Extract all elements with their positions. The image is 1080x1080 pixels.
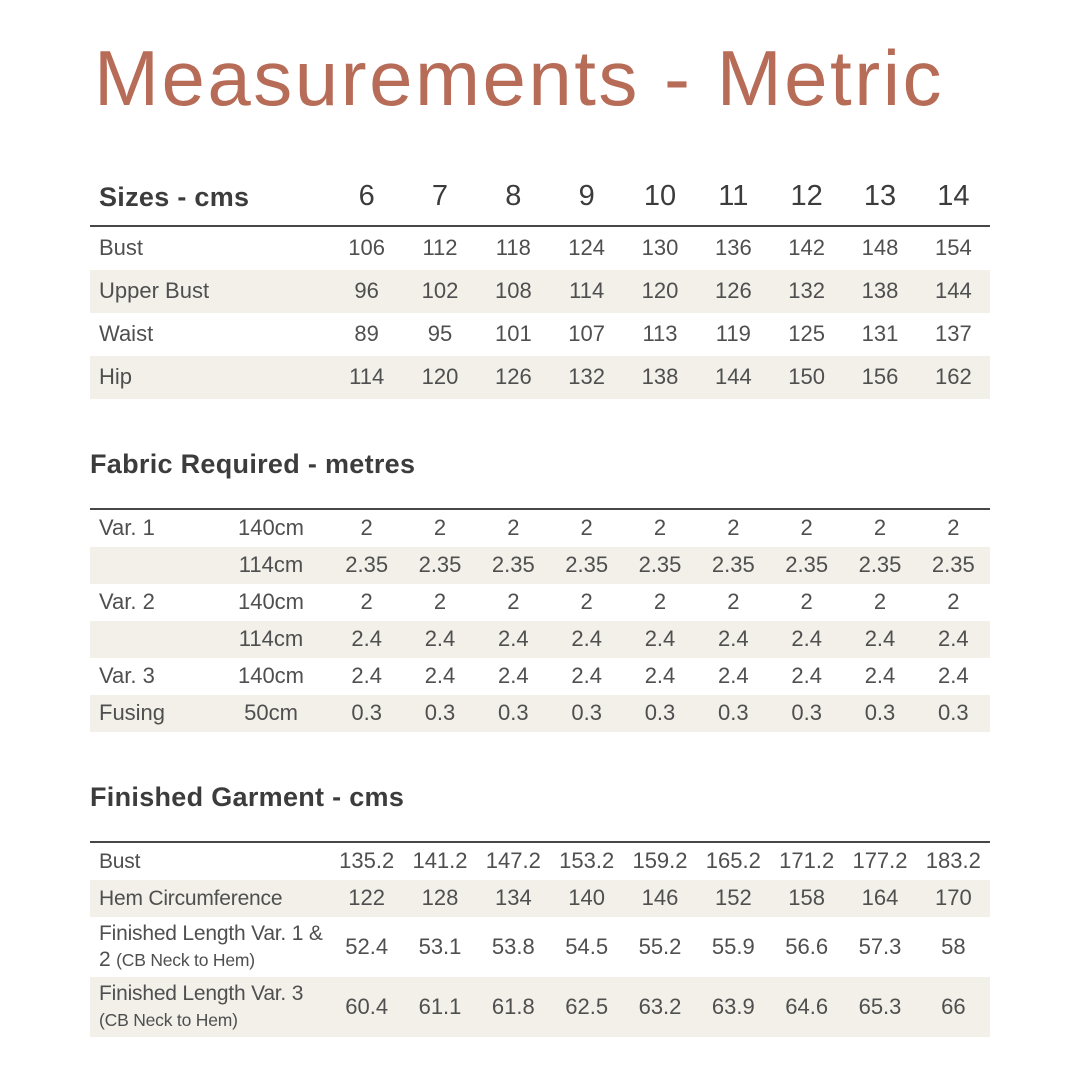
value-cell: 66 xyxy=(941,993,966,1019)
value-cell: 150 xyxy=(788,364,826,390)
table-row xyxy=(90,313,990,356)
row-label: Fusing xyxy=(99,700,166,726)
value-cell: 63.9 xyxy=(711,993,755,1019)
value-cell: 165.2 xyxy=(705,848,761,874)
value-cell: 124 xyxy=(568,235,606,261)
table-row xyxy=(90,917,990,977)
measurement-chart xyxy=(90,0,990,1037)
value-cell: 153.2 xyxy=(559,848,615,874)
value-cell: 106 xyxy=(348,235,386,261)
value-cell: 2.4 xyxy=(718,663,749,689)
value-cell: 2.4 xyxy=(424,626,456,652)
value-cell: 52.4 xyxy=(345,933,389,959)
value-cell: 2.35 xyxy=(491,552,535,578)
table-row xyxy=(90,658,990,695)
value-cell: 126 xyxy=(714,278,752,304)
value-cell: 108 xyxy=(494,278,532,304)
value-cell: 2.4 xyxy=(644,626,676,652)
fabric-width-cell: 140cm xyxy=(237,663,305,689)
sizes-table-rows xyxy=(90,227,990,399)
value-cell: 2.4 xyxy=(791,663,822,689)
value-cell: 148 xyxy=(861,235,899,261)
table-row xyxy=(90,621,990,658)
value-cell: 131 xyxy=(861,321,899,347)
row-label-main: Bust xyxy=(99,849,141,873)
value-cell: 125 xyxy=(788,321,826,347)
fabric-width-cell: 50cm xyxy=(244,700,298,726)
table-row xyxy=(90,227,990,270)
table-row xyxy=(90,977,990,1037)
value-cell: 56.6 xyxy=(785,933,829,959)
value-cell: 138 xyxy=(641,364,679,390)
value-cell: 2 xyxy=(947,589,960,615)
row-label: Var. 3 xyxy=(99,663,155,689)
value-cell: 53.8 xyxy=(491,933,535,959)
size-column-header: 6 xyxy=(358,179,375,212)
value-cell: 2.35 xyxy=(858,552,902,578)
value-cell: 2 xyxy=(507,589,520,615)
value-cell: 2 xyxy=(727,589,740,615)
value-cell: 2.35 xyxy=(345,552,389,578)
value-cell: 164 xyxy=(861,885,899,911)
value-cell: 2 xyxy=(507,515,520,541)
value-cell: 122 xyxy=(348,885,386,911)
value-cell: 2.35 xyxy=(711,552,755,578)
table-row xyxy=(90,880,990,917)
value-cell: 2.4 xyxy=(938,663,969,689)
value-cell: 2.4 xyxy=(351,626,382,652)
size-column-header: 9 xyxy=(578,179,595,212)
value-cell: 135.2 xyxy=(339,848,395,874)
value-cell: 132 xyxy=(788,278,826,304)
value-cell: 2 xyxy=(433,515,447,541)
row-label-main: Finished Length Var. 1 & 2 xyxy=(99,922,323,971)
row-label: Upper Bust xyxy=(99,278,210,304)
value-cell: 2.4 xyxy=(864,626,896,652)
value-cell: 0.3 xyxy=(791,700,822,726)
value-cell: 2 xyxy=(873,589,887,615)
fabric-width-cell: 140cm xyxy=(237,515,305,541)
table-row xyxy=(90,510,990,547)
size-column-header: 11 xyxy=(718,179,749,212)
value-cell: 61.8 xyxy=(491,993,535,1019)
value-cell: 2 xyxy=(360,589,373,615)
value-cell: 2.35 xyxy=(418,552,462,578)
value-cell: 95 xyxy=(427,321,453,347)
value-cell: 2.4 xyxy=(424,663,456,689)
value-cell: 2 xyxy=(433,589,447,615)
value-cell: 2.35 xyxy=(638,552,682,578)
value-cell: 128 xyxy=(421,885,459,911)
value-cell: 0.3 xyxy=(644,700,676,726)
value-cell: 118 xyxy=(495,235,531,261)
value-cell: 162 xyxy=(934,364,972,390)
value-cell: 65.3 xyxy=(858,993,902,1019)
sizes-header-label: Sizes - cms xyxy=(99,181,250,212)
value-cell: 156 xyxy=(861,364,899,390)
fabric-table xyxy=(90,508,990,732)
value-cell: 2 xyxy=(873,515,887,541)
value-cell: 0.3 xyxy=(571,700,602,726)
size-column-header: 12 xyxy=(790,179,823,212)
row-label xyxy=(90,886,330,912)
value-cell: 60.4 xyxy=(345,993,389,1019)
value-cell: 2 xyxy=(727,515,740,541)
value-cell: 126 xyxy=(494,364,532,390)
fabric-table-rows xyxy=(90,510,990,732)
table-row xyxy=(90,695,990,732)
finished-table-rows xyxy=(90,843,990,1037)
value-cell: 152 xyxy=(714,885,752,911)
value-cell: 2.4 xyxy=(571,663,602,689)
value-cell: 2 xyxy=(360,515,373,541)
value-cell: 2.4 xyxy=(571,626,602,652)
value-cell: 114 xyxy=(569,278,605,304)
value-cell: 2 xyxy=(800,589,813,615)
row-label-sub: (CB Neck to Hem) xyxy=(99,1009,238,1030)
value-cell: 57.3 xyxy=(858,933,902,959)
value-cell: 134 xyxy=(494,885,532,911)
fabric-width-cell: 140cm xyxy=(237,589,305,615)
value-cell: 2.4 xyxy=(498,663,529,689)
value-cell: 2 xyxy=(653,589,667,615)
value-cell: 2 xyxy=(580,589,593,615)
row-label xyxy=(90,921,330,972)
value-cell: 107 xyxy=(568,321,606,347)
size-column-header: 7 xyxy=(431,179,449,212)
value-cell: 61.1 xyxy=(418,993,462,1019)
table-row xyxy=(90,270,990,313)
fabric-section-title: Fabric Required - metres xyxy=(90,448,416,479)
size-column-header: 14 xyxy=(937,179,970,212)
value-cell: 0.3 xyxy=(938,700,969,726)
value-cell: 113 xyxy=(642,321,678,347)
value-cell: 183.2 xyxy=(925,848,981,874)
row-label: Bust xyxy=(99,235,144,261)
value-cell: 158 xyxy=(788,885,826,911)
sizes-table-header xyxy=(90,180,990,225)
fabric-width-cell: 114cm xyxy=(238,552,304,578)
value-cell: 137 xyxy=(934,321,972,347)
value-cell: 2 xyxy=(800,515,813,541)
size-column-header: 8 xyxy=(505,179,522,212)
size-column-header: 10 xyxy=(643,179,677,212)
fabric-width-cell: 114cm xyxy=(238,626,304,652)
value-cell: 55.2 xyxy=(638,933,682,959)
row-label-sub: (CB Neck to Hem) xyxy=(116,949,255,970)
value-cell: 138 xyxy=(861,278,899,304)
value-cell: 120 xyxy=(421,364,459,390)
value-cell: 58 xyxy=(941,933,966,959)
value-cell: 132 xyxy=(568,364,606,390)
value-cell: 55.9 xyxy=(711,933,755,959)
value-cell: 89 xyxy=(354,321,379,347)
value-cell: 2 xyxy=(653,515,667,541)
value-cell: 0.3 xyxy=(351,700,382,726)
value-cell: 136 xyxy=(714,235,752,261)
row-label-main: Hem Circumference xyxy=(99,886,283,910)
value-cell: 0.3 xyxy=(424,700,456,726)
row-label: Hip xyxy=(99,364,133,390)
value-cell: 2.35 xyxy=(785,552,829,578)
sizes-table xyxy=(90,225,990,399)
page-title: Measurements - Metric xyxy=(94,34,945,122)
value-cell: 2.4 xyxy=(864,663,896,689)
value-cell: 64.6 xyxy=(785,993,829,1019)
finished-garment-table xyxy=(90,841,990,1037)
row-label: Var. 2 xyxy=(99,589,155,615)
value-cell: 2.4 xyxy=(644,663,676,689)
value-cell: 171.2 xyxy=(779,848,835,874)
value-cell: 159.2 xyxy=(632,848,688,874)
value-cell: 63.2 xyxy=(638,993,682,1019)
value-cell: 53.1 xyxy=(418,933,462,959)
value-cell: 2 xyxy=(580,515,593,541)
value-cell: 140 xyxy=(568,885,606,911)
value-cell: 54.5 xyxy=(565,933,609,959)
value-cell: 2.4 xyxy=(718,626,749,652)
finished-section-title: Finished Garment - cms xyxy=(90,781,405,812)
value-cell: 101 xyxy=(494,321,532,347)
value-cell: 144 xyxy=(714,364,752,390)
value-cell: 0.3 xyxy=(498,700,529,726)
value-cell: 0.3 xyxy=(718,700,749,726)
value-cell: 0.3 xyxy=(864,700,896,726)
value-cell: 2.35 xyxy=(931,552,975,578)
value-cell: 2.4 xyxy=(791,626,822,652)
value-cell: 2.4 xyxy=(938,626,969,652)
row-label: Waist xyxy=(99,321,154,347)
value-cell: 2 xyxy=(947,515,960,541)
value-cell: 141.2 xyxy=(412,848,468,874)
row-label: Var. 1 xyxy=(99,515,155,541)
value-cell: 120 xyxy=(641,278,679,304)
value-cell: 147.2 xyxy=(485,848,541,874)
row-label-main: Finished Length Var. 3 xyxy=(99,982,304,1006)
value-cell: 154 xyxy=(934,235,972,261)
value-cell: 170 xyxy=(934,885,972,911)
table-row xyxy=(90,843,990,880)
table-row xyxy=(90,584,990,621)
table-row xyxy=(90,356,990,399)
table-row xyxy=(90,547,990,584)
value-cell: 119 xyxy=(715,321,751,347)
value-cell: 112 xyxy=(422,235,458,261)
value-cell: 96 xyxy=(354,278,379,304)
value-cell: 114 xyxy=(349,364,385,390)
value-cell: 130 xyxy=(641,235,679,261)
size-column-header: 13 xyxy=(863,179,897,212)
value-cell: 2.35 xyxy=(565,552,609,578)
value-cell: 2.4 xyxy=(498,626,529,652)
row-label xyxy=(90,981,330,1032)
value-cell: 144 xyxy=(934,278,972,304)
row-label xyxy=(90,849,330,875)
value-cell: 146 xyxy=(641,885,679,911)
value-cell: 102 xyxy=(421,278,459,304)
value-cell: 142 xyxy=(788,235,826,261)
value-cell: 177.2 xyxy=(852,848,908,874)
value-cell: 2.4 xyxy=(351,663,382,689)
value-cell: 62.5 xyxy=(565,993,609,1019)
